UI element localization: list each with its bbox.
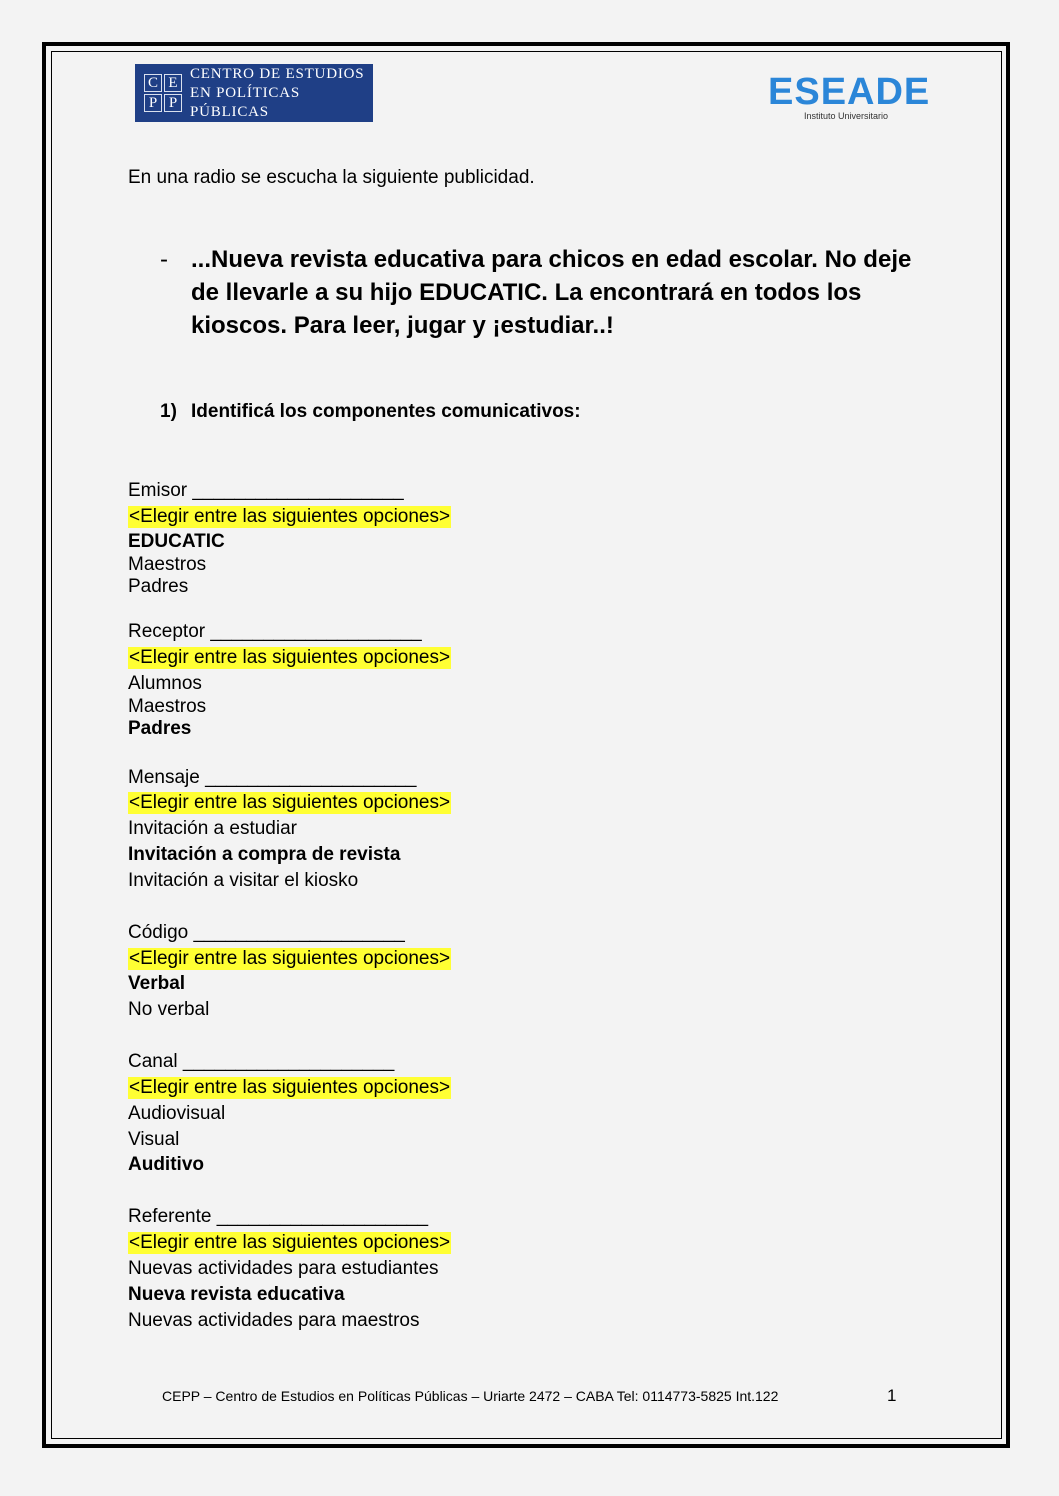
codigo-option[interactable]: No verbal	[128, 999, 210, 1020]
referente-option[interactable]: Nuevas actividades para estudiantes	[128, 1258, 439, 1279]
codigo-dropdown[interactable]: <Elegir entre las siguientes opciones>	[129, 948, 451, 969]
mensaje-option[interactable]: Invitación a estudiar	[128, 818, 297, 839]
question-heading	[160, 401, 581, 423]
quote-dash: -	[160, 246, 168, 273]
canal-dropdown[interactable]: <Elegir entre las siguientes opciones>	[129, 1077, 451, 1098]
page-number: 1	[887, 1386, 897, 1405]
canal-option[interactable]: Audiovisual	[128, 1103, 226, 1124]
eseade-logo	[768, 71, 931, 121]
emisor-label: Emisor ____________________	[128, 480, 404, 501]
referente-option[interactable]: Nuevas actividades para maestros	[128, 1310, 420, 1331]
referente-option[interactable]: Nueva revista educativa	[128, 1284, 345, 1305]
cepp-logo-line1: CENTRO DE ESTUDIOS	[190, 65, 365, 82]
canal-label: Canal ____________________	[128, 1051, 395, 1072]
quote-text: ...Nueva revista educativa para chicos en edad escolar. No deje de llevarle a su hijo EDUCATIC. La encontrará en todos los kioscos. Para leer, jugar y ¡estudiar..!	[191, 246, 912, 339]
canal-option[interactable]: Visual	[128, 1129, 180, 1150]
mensaje-label: Mensaje ____________________	[128, 767, 417, 788]
receptor-option[interactable]: Alumnos	[128, 673, 202, 694]
mensaje-option[interactable]: Invitación a compra de revista	[128, 844, 401, 865]
cepp-letter: P	[164, 94, 182, 112]
cepp-logo-mark	[144, 74, 182, 112]
cepp-logo-text	[190, 65, 373, 122]
mensaje-dropdown[interactable]: <Elegir entre las siguientes opciones>	[129, 792, 451, 813]
emisor-option[interactable]: Padres	[128, 576, 189, 597]
cepp-letter: P	[144, 94, 162, 112]
emisor-option[interactable]: EDUCATIC	[128, 531, 225, 552]
eseade-logo-word: ESEADE	[768, 71, 931, 113]
receptor-option[interactable]: Maestros	[128, 696, 207, 717]
receptor-dropdown[interactable]: <Elegir entre las siguientes opciones>	[129, 647, 451, 668]
question-number: 1)	[160, 401, 177, 422]
cepp-logo-line2: EN POLÍTICAS PÚBLICAS	[190, 84, 301, 120]
emisor-option[interactable]: Maestros	[128, 554, 207, 575]
receptor-label: Receptor ____________________	[128, 621, 422, 642]
referente-label: Referente ____________________	[128, 1206, 429, 1227]
cepp-letter: C	[144, 74, 162, 92]
referente-dropdown[interactable]: <Elegir entre las siguientes opciones>	[129, 1232, 451, 1253]
codigo-label: Código ____________________	[128, 922, 405, 943]
advert-quote	[160, 243, 920, 342]
intro-text: En una radio se escucha la siguiente publicidad.	[128, 167, 535, 188]
cepp-logo	[135, 64, 373, 122]
codigo-option[interactable]: Verbal	[128, 973, 186, 994]
mensaje-option[interactable]: Invitación a visitar el kiosko	[128, 870, 359, 891]
eseade-logo-subtitle: Instituto Universitario	[803, 111, 889, 121]
canal-option[interactable]: Auditivo	[128, 1154, 204, 1175]
emisor-dropdown[interactable]: <Elegir entre las siguientes opciones>	[129, 506, 451, 527]
footer-text: CEPP – Centro de Estudios en Políticas Públicas – Uriarte 2472 – CABA Tel: 0114773-5825 Int.122	[162, 1388, 779, 1404]
question-text: Identificá los componentes comunicativos:	[191, 401, 581, 422]
receptor-option[interactable]: Padres	[128, 718, 192, 739]
cepp-letter: E	[164, 74, 182, 92]
